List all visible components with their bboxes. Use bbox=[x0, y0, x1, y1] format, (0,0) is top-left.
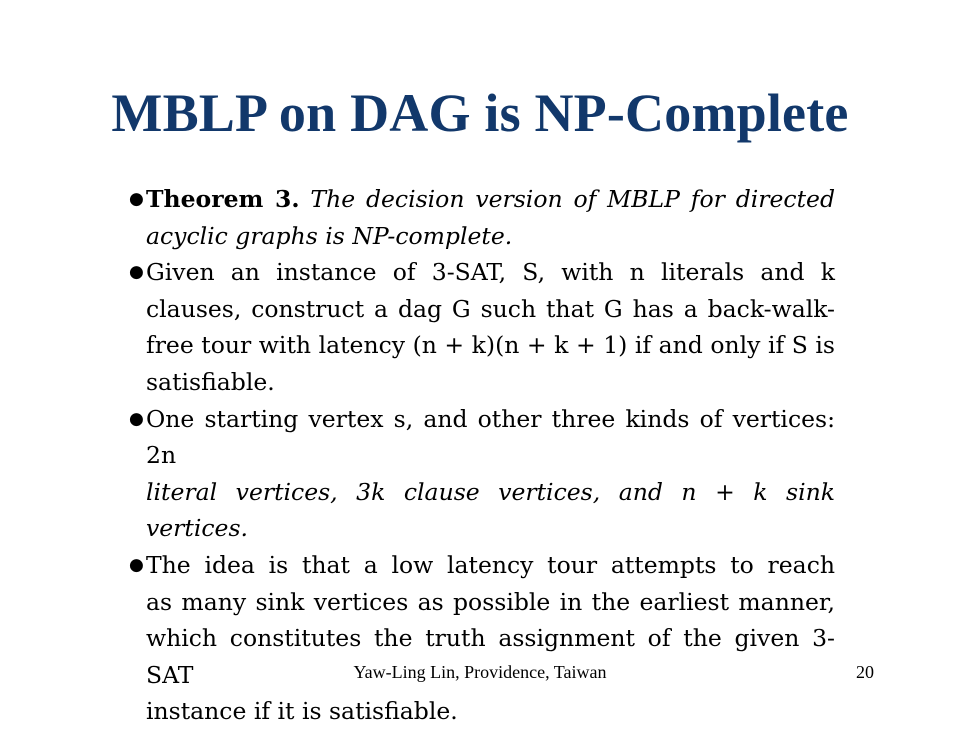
bullet-line: instance if it is satisfiable. bbox=[146, 697, 458, 726]
bullet-line: free tour with latency (n + k)(n + k + 1) if and only if S is bbox=[146, 331, 835, 360]
bullet-dot-icon: ● bbox=[129, 262, 144, 283]
bullet-line: as many sink vertices as possible in the earliest manner, bbox=[146, 587, 835, 616]
page-number: 20 bbox=[856, 662, 874, 682]
bullet-dot-icon: ● bbox=[129, 408, 144, 429]
bullet-line: One starting vertex s, and other three kinds of vertices: 2n bbox=[146, 404, 835, 470]
bullet-vertices bbox=[129, 401, 835, 547]
bullet-line bbox=[146, 181, 835, 218]
bullet-dot-icon: ● bbox=[129, 189, 144, 209]
theorem-label: Theorem 3. bbox=[146, 185, 300, 213]
slide-title: MBLP on DAG is NP-Complete bbox=[111, 83, 849, 143]
bullet-idea bbox=[129, 547, 835, 730]
bullet-line: Given an instance of 3-SAT, S, with n literals and k bbox=[146, 258, 835, 287]
bullet-line: which constitutes the truth assignment of the given 3-SAT bbox=[146, 624, 835, 689]
bullet-line: The idea is that a low latency tour attempts to reach bbox=[146, 550, 835, 579]
bullet-line: clauses, construct a dag G such that G has a back-walk- bbox=[146, 294, 835, 323]
bullet-line: literal vertices, 3k clause vertices, and n + k sink vertices. bbox=[146, 477, 835, 543]
bullet-line: acyclic graphs is NP-complete. bbox=[146, 221, 513, 250]
bullet-reduction bbox=[129, 254, 835, 400]
bullet-theorem bbox=[129, 181, 835, 254]
slide-body bbox=[129, 181, 835, 730]
theorem-text: The decision version of MBLP for directed bbox=[310, 185, 835, 213]
bullet-dot-icon: ● bbox=[129, 554, 144, 575]
footer-text: Yaw-Ling Lin, Providence, Taiwan bbox=[353, 662, 607, 682]
bullet-line: satisfiable. bbox=[146, 367, 275, 396]
